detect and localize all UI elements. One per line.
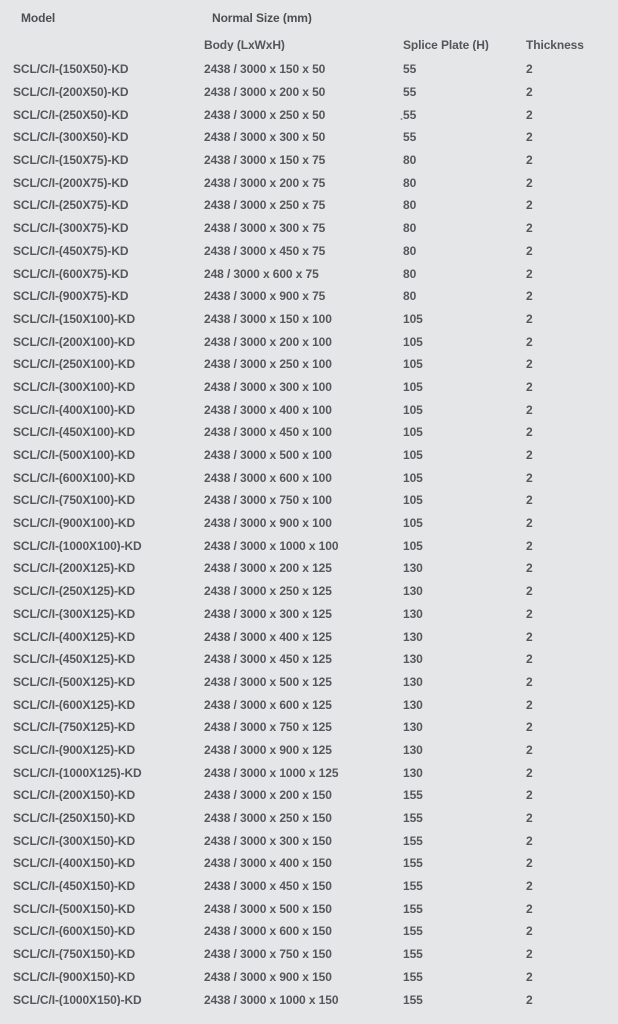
thickness-cell: 2 [526,86,533,99]
splice-plate-cell: 80 [403,290,417,303]
model-cell: SCL/C/I-(250X100)-KD [13,358,136,371]
table-row [13,489,618,512]
splice-plate-cell: 105 [403,380,423,393]
model-cell: SCL/C/I-(450X100)-KD [13,426,136,439]
body-size-cell: 2438 / 3000 x 1000 x 125 [204,766,339,779]
table-row [13,966,618,989]
model-cell: SCL/C/I-(600X75)-KD [13,267,129,280]
thickness-cell: 2 [526,970,533,983]
body-size-cell: 2438 / 3000 x 1000 x 150 [204,993,339,1006]
body-size-cell: 2438 / 3000 x 400 x 150 [204,857,332,870]
model-cell: SCL/C/I-(1000X150)-KD [13,993,142,1006]
splice-plate-cell: 130 [403,653,423,666]
thickness-cell: 2 [526,948,533,961]
thickness-cell: 2 [526,993,533,1006]
thickness-cell: 2 [526,244,533,257]
model-cell: SCL/C/I-(300X125)-KD [13,607,136,620]
table-row [13,829,618,852]
table-row [13,81,618,104]
table-row [13,739,618,762]
body-size-cell: 2438 / 3000 x 750 x 150 [204,948,332,961]
body-size-cell: 2438 / 3000 x 150 x 50 [204,63,326,76]
body-size-cell: 2438 / 3000 x 600 x 150 [204,925,332,938]
body-size-cell: 2438 / 3000 x 250 x 150 [204,812,332,825]
thickness-cell: 2 [526,766,533,779]
model-cell: SCL/C/I-(600X150)-KD [13,925,136,938]
body-size-cell: 2438 / 3000 x 900 x 125 [204,743,332,756]
body-size-cell: 2438 / 3000 x 450 x 150 [204,880,332,893]
model-cell: SCL/C/I-(300X75)-KD [13,222,129,235]
model-cell: SCL/C/I-(900X125)-KD [13,743,136,756]
model-cell: SCL/C/I-(400X125)-KD [13,630,136,643]
thickness-cell: 2 [526,630,533,643]
body-size-cell: 2438 / 3000 x 750 x 125 [204,721,332,734]
model-cell: SCL/C/I-(600X125)-KD [13,698,136,711]
thickness-cell: 2 [526,585,533,598]
thickness-cell: 2 [526,267,533,280]
thickness-cell: 2 [526,471,533,484]
body-size-cell: 2438 / 3000 x 300 x 100 [204,380,332,393]
body-size-cell: 2438 / 3000 x 450 x 125 [204,653,332,666]
splice-plate-cell: 155 [403,880,423,893]
splice-plate-cell: 105 [403,539,423,552]
model-cell: SCL/C/I-(1000X125)-KD [13,766,142,779]
splice-plate-cell: 130 [403,766,423,779]
body-size-cell: 2438 / 3000 x 500 x 125 [204,675,332,688]
table-row [13,376,618,399]
model-cell: SCL/C/I-(450X125)-KD [13,653,136,666]
thickness-cell: 2 [526,176,533,189]
body-size-cell: 2438 / 3000 x 600 x 100 [204,471,332,484]
body-size-cell: 2438 / 3000 x 300 x 150 [204,834,332,847]
splice-plate-cell: 130 [403,585,423,598]
thickness-cell: 2 [526,607,533,620]
thickness-cell: 2 [526,199,533,212]
table-row [13,534,618,557]
thickness-cell: 2 [526,358,533,371]
column-header-splice-plate: Splice Plate (H) [403,39,489,51]
model-cell: SCL/C/I-(750X125)-KD [13,721,136,734]
body-size-cell: 2438 / 3000 x 150 x 75 [204,154,326,167]
splice-plate-cell: 105 [403,494,423,507]
table-row [13,512,618,535]
table-row [13,353,618,376]
thickness-cell: 2 [526,449,533,462]
splice-plate-cell: 55 [403,108,417,121]
table-body [13,58,618,1011]
table-row [13,875,618,898]
table-row [13,126,618,149]
model-cell: SCL/C/I-(150X75)-KD [13,154,129,167]
table-row [13,920,618,943]
thickness-cell: 2 [526,63,533,76]
splice-plate-cell: 155 [403,925,423,938]
table-row [13,58,618,81]
table-row [13,671,618,694]
table-row [13,625,618,648]
table-row [13,285,618,308]
splice-plate-cell: 80 [403,267,417,280]
thickness-cell: 2 [526,154,533,167]
table-row [13,466,618,489]
model-cell: SCL/C/I-(200X50)-KD [13,86,129,99]
splice-plate-cell: 130 [403,630,423,643]
thickness-cell: 2 [526,789,533,802]
body-size-cell: 2438 / 3000 x 200 x 50 [204,86,326,99]
splice-plate-cell: 105 [403,449,423,462]
body-size-cell: 2438 / 3000 x 200 x 150 [204,789,332,802]
thickness-cell: 2 [526,653,533,666]
model-cell: SCL/C/I-(900X100)-KD [13,517,136,530]
splice-plate-cell: 80 [403,199,417,212]
table-row [13,716,618,739]
table-row [13,308,618,331]
table-row [13,194,618,217]
model-cell: SCL/C/I-(300X100)-KD [13,380,136,393]
body-size-cell: 2438 / 3000 x 450 x 100 [204,426,332,439]
body-size-cell: 2438 / 3000 x 900 x 75 [204,290,326,303]
thickness-cell: 2 [526,222,533,235]
thickness-cell: 2 [526,880,533,893]
splice-plate-cell: 155 [403,902,423,915]
table-subheader-row [13,32,618,58]
thickness-cell: 2 [526,812,533,825]
model-cell: SCL/C/I-(300X50)-KD [13,131,129,144]
splice-plate-cell: 155 [403,834,423,847]
table-row [13,693,618,716]
body-size-cell: 2438 / 3000 x 150 x 100 [204,312,332,325]
thickness-cell: 2 [526,675,533,688]
model-cell: SCL/C/I-(900X150)-KD [13,970,136,983]
model-cell: SCL/C/I-(450X150)-KD [13,880,136,893]
column-header-body: Body (LxWxH) [204,39,285,51]
model-cell: SCL/C/I-(750X100)-KD [13,494,136,507]
body-size-cell: 2438 / 3000 x 250 x 125 [204,585,332,598]
splice-plate-cell: 55 [403,86,417,99]
model-cell: SCL/C/I-(400X150)-KD [13,857,136,870]
splice-plate-cell: 155 [403,948,423,961]
thickness-cell: 2 [526,562,533,575]
thickness-cell: 2 [526,517,533,530]
model-cell: SCL/C/I-(250X125)-KD [13,585,136,598]
thickness-cell: 2 [526,902,533,915]
splice-plate-cell: 55 [403,63,417,76]
splice-plate-cell: 105 [403,312,423,325]
table-row [13,421,618,444]
thickness-cell: 2 [526,494,533,507]
splice-plate-cell: 105 [403,517,423,530]
splice-plate-cell: 105 [403,335,423,348]
model-cell: SCL/C/I-(200X100)-KD [13,335,136,348]
body-size-cell: 2438 / 3000 x 300 x 75 [204,222,326,235]
table-row [13,897,618,920]
table-row [13,444,618,467]
table-row [13,943,618,966]
splice-plate-cell: 130 [403,743,423,756]
table-row [13,149,618,172]
splice-plate-cell: 155 [403,789,423,802]
body-size-cell: 2438 / 3000 x 450 x 75 [204,244,326,257]
table-row [13,852,618,875]
table-header-group-row [13,4,618,32]
model-cell: SCL/C/I-(500X150)-KD [13,902,136,915]
thickness-cell: 2 [526,290,533,303]
thickness-cell: 2 [526,743,533,756]
splice-plate-cell: 130 [403,675,423,688]
splice-plate-cell: 80 [403,244,417,257]
thickness-cell: 2 [526,698,533,711]
table-row [13,217,618,240]
splice-plate-cell: 80 [403,154,417,167]
splice-plate-cell: 130 [403,562,423,575]
body-size-cell: 2438 / 3000 x 500 x 100 [204,449,332,462]
column-header-model: Model [21,12,56,24]
thickness-cell: 2 [526,108,533,121]
table-row [13,988,618,1011]
table-row [13,240,618,263]
splice-plate-cell: 155 [403,812,423,825]
table-row [13,761,618,784]
body-size-cell: 2438 / 3000 x 500 x 150 [204,902,332,915]
splice-plate-cell: 155 [403,857,423,870]
splice-plate-cell: 80 [403,222,417,235]
column-header-normal-size: Normal Size (mm) [212,12,312,24]
model-cell: SCL/C/I-(400X100)-KD [13,403,136,416]
table-row [13,330,618,353]
body-size-cell: 2438 / 3000 x 250 x 50 [204,108,326,121]
body-size-cell: 2438 / 3000 x 250 x 75 [204,199,326,212]
table-row [13,171,618,194]
splice-plate-cell: 105 [403,358,423,371]
model-cell: SCL/C/I-(900X75)-KD [13,290,129,303]
splice-plate-cell: 155 [403,970,423,983]
splice-plate-cell: 130 [403,698,423,711]
table-row [13,648,618,671]
thickness-cell: 2 [526,721,533,734]
splice-plate-cell: 55 [403,131,417,144]
body-size-cell: 2438 / 3000 x 300 x 50 [204,131,326,144]
model-cell: SCL/C/I-(750X150)-KD [13,948,136,961]
table-row [13,398,618,421]
body-size-cell: 2438 / 3000 x 250 x 100 [204,358,332,371]
thickness-cell: 2 [526,925,533,938]
splice-plate-cell: 130 [403,721,423,734]
table-row [13,784,618,807]
column-header-thickness: Thickness [526,39,584,51]
table-row [13,557,618,580]
model-cell: SCL/C/I-(200X125)-KD [13,562,136,575]
table-row [13,103,618,126]
splice-plate-cell: 130 [403,607,423,620]
thickness-cell: 2 [526,380,533,393]
model-cell: SCL/C/I-(300X150)-KD [13,834,136,847]
table-row [13,807,618,830]
splice-plate-cell: 105 [403,471,423,484]
model-cell: SCL/C/I-(150X100)-KD [13,312,136,325]
model-cell: SCL/C/I-(1000X100)-KD [13,539,142,552]
body-size-cell: 2438 / 3000 x 1000 x 100 [204,539,339,552]
body-size-cell: 2438 / 3000 x 400 x 100 [204,403,332,416]
splice-plate-cell: 105 [403,426,423,439]
thickness-cell: 2 [526,131,533,144]
body-size-cell: 2438 / 3000 x 600 x 125 [204,698,332,711]
table-row [13,580,618,603]
thickness-cell: 2 [526,834,533,847]
body-size-cell: 2438 / 3000 x 900 x 150 [204,970,332,983]
body-size-cell: 2438 / 3000 x 750 x 100 [204,494,332,507]
thickness-cell: 2 [526,312,533,325]
thickness-cell: 2 [526,426,533,439]
splice-plate-cell: 105 [403,403,423,416]
body-size-cell: 2438 / 3000 x 400 x 125 [204,630,332,643]
body-size-cell: 2438 / 3000 x 300 x 125 [204,607,332,620]
stray-dot-artifact: . [400,111,404,123]
thickness-cell: 2 [526,403,533,416]
model-cell: SCL/C/I-(250X50)-KD [13,108,129,121]
body-size-cell: 2438 / 3000 x 900 x 100 [204,517,332,530]
model-cell: SCL/C/I-(150X50)-KD [13,63,129,76]
body-size-cell: 248 / 3000 x 600 x 75 [204,267,319,280]
model-cell: SCL/C/I-(500X100)-KD [13,449,136,462]
body-size-cell: 2438 / 3000 x 200 x 75 [204,176,326,189]
model-cell: SCL/C/I-(250X75)-KD [13,199,129,212]
body-size-cell: 2438 / 3000 x 200 x 100 [204,335,332,348]
model-cell: SCL/C/I-(250X150)-KD [13,812,136,825]
model-cell: SCL/C/I-(200X75)-KD [13,176,129,189]
thickness-cell: 2 [526,335,533,348]
model-cell: SCL/C/I-(200X150)-KD [13,789,136,802]
model-cell: SCL/C/I-(450X75)-KD [13,244,129,257]
table-row [13,603,618,626]
model-cell: SCL/C/I-(500X125)-KD [13,675,136,688]
splice-plate-cell: 155 [403,993,423,1006]
splice-plate-cell: 80 [403,176,417,189]
body-size-cell: 2438 / 3000 x 200 x 125 [204,562,332,575]
thickness-cell: 2 [526,539,533,552]
thickness-cell: 2 [526,857,533,870]
model-cell: SCL/C/I-(600X100)-KD [13,471,136,484]
table-row [13,262,618,285]
